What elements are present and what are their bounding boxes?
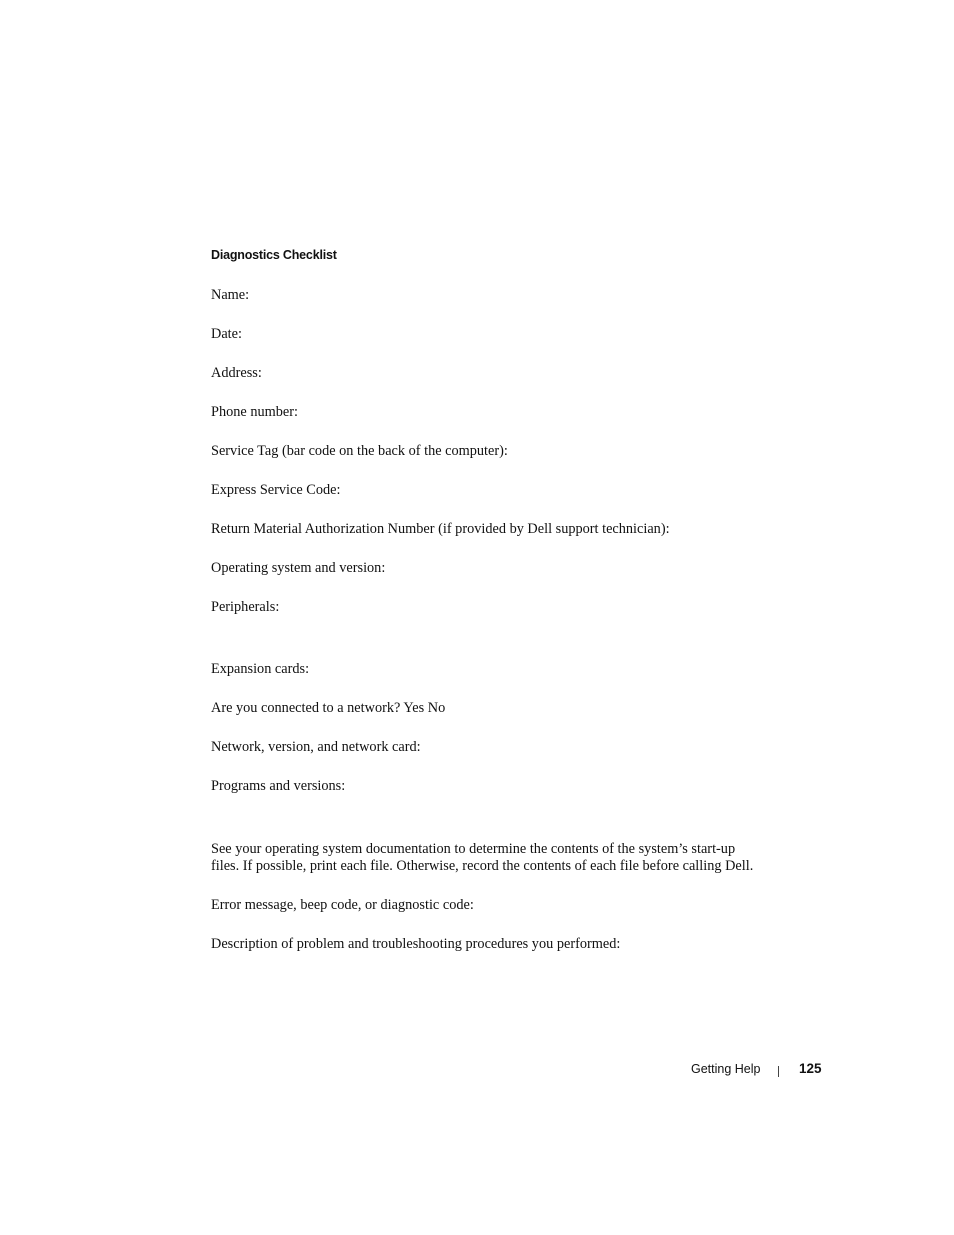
field-address: Address:	[211, 365, 262, 381]
field-network-version-card: Network, version, and network card:	[211, 739, 421, 755]
field-error-message: Error message, beep code, or diagnostic code:	[211, 897, 474, 913]
startup-files-note	[211, 841, 771, 875]
field-phone-number: Phone number:	[211, 404, 298, 420]
startup-note-line-2: files. If possible, print each file. Otherwise, record the contents of each file before calling Dell.	[211, 858, 754, 874]
checklist-title: Diagnostics Checklist	[211, 248, 337, 262]
footer-section-title: Getting Help	[691, 1062, 761, 1076]
field-programs-versions: Programs and versions:	[211, 778, 346, 794]
field-name: Name:	[211, 287, 250, 303]
field-network-connected: Are you connected to a network? Yes No	[211, 700, 446, 716]
field-operating-system: Operating system and version:	[211, 560, 386, 576]
field-express-service-code: Express Service Code:	[211, 482, 341, 498]
field-date: Date:	[211, 326, 242, 342]
page-number: 125	[799, 1061, 822, 1076]
field-service-tag: Service Tag (bar code on the back of the computer):	[211, 443, 508, 459]
field-expansion-cards: Expansion cards:	[211, 661, 310, 677]
field-rma-number: Return Material Authorization Number (if provided by Dell support technician):	[211, 521, 670, 537]
field-problem-description: Description of problem and troubleshooting procedures you performed:	[211, 936, 621, 952]
footer-divider	[778, 1066, 779, 1077]
field-peripherals: Peripherals:	[211, 599, 280, 615]
startup-note-line-1: See your operating system documentation to determine the contents of the system’s start-up	[211, 841, 736, 857]
